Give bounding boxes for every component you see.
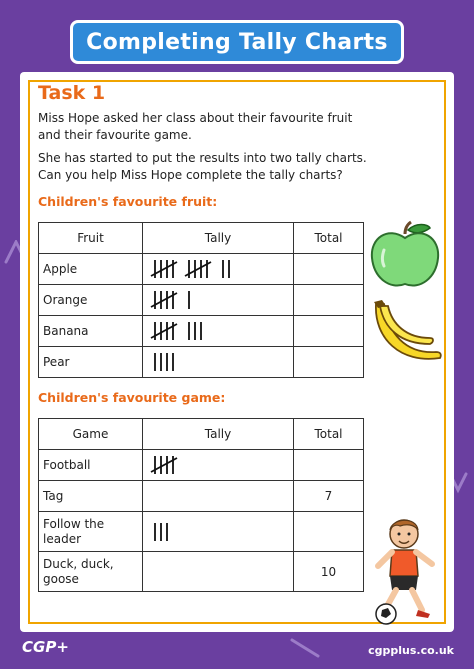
fruit-heading: Children's favourite fruit:	[38, 194, 218, 209]
decorative-squiggle	[290, 636, 320, 660]
apple-icon	[368, 220, 442, 290]
column-header: Game	[39, 419, 143, 450]
table-row	[39, 254, 364, 285]
tally-marks	[143, 450, 294, 481]
row-label: Banana	[39, 316, 143, 347]
tally-marks[interactable]	[143, 552, 294, 592]
column-header: Fruit	[39, 223, 143, 254]
worksheet-card	[20, 72, 454, 632]
table-header-row	[39, 223, 364, 254]
tally-svg	[143, 319, 283, 343]
column-header: Tally	[143, 223, 294, 254]
table-row	[39, 347, 364, 378]
game-heading: Children's favourite game:	[38, 390, 226, 405]
row-label: Orange	[39, 285, 143, 316]
game-tally-table	[38, 418, 364, 592]
total-cell: 7	[294, 481, 364, 512]
intro-text-1: Miss Hope asked her class about their favourite fruit and their favourite game.	[38, 111, 353, 142]
total-cell[interactable]	[294, 316, 364, 347]
tally-marks[interactable]	[143, 481, 294, 512]
column-header: Total	[294, 223, 364, 254]
tally-svg	[143, 520, 283, 544]
table-row	[39, 285, 364, 316]
task-heading: Task 1	[38, 82, 106, 104]
tally-marks	[143, 347, 294, 378]
tally-marks	[143, 316, 294, 347]
row-label: Pear	[39, 347, 143, 378]
tally-marks	[143, 512, 294, 552]
boy-football-icon	[370, 512, 442, 628]
total-cell[interactable]	[294, 285, 364, 316]
total-cell[interactable]	[294, 347, 364, 378]
row-label: Duck, duck, goose	[39, 552, 143, 592]
row-label: Apple	[39, 254, 143, 285]
total-cell: 10	[294, 552, 364, 592]
row-label: Tag	[39, 481, 143, 512]
table-row	[39, 316, 364, 347]
tally-svg	[143, 257, 283, 281]
table-row	[39, 450, 364, 481]
table-row	[39, 481, 364, 512]
tally-svg	[143, 350, 283, 374]
intro-text-2: She has started to put the results into two tally charts. Can you help Miss Hope complete the tally charts?	[38, 151, 367, 182]
page-title: Completing Tally Charts	[86, 29, 388, 55]
tally-svg	[143, 453, 283, 477]
tally-marks	[143, 285, 294, 316]
tally-marks	[143, 254, 294, 285]
fruit-tally-table	[38, 222, 364, 378]
row-label: Football	[39, 450, 143, 481]
table-header-row	[39, 419, 364, 450]
tally-svg	[143, 288, 283, 312]
row-label: Follow the leader	[39, 512, 143, 552]
total-cell[interactable]	[294, 450, 364, 481]
title-banner	[70, 20, 404, 64]
total-cell[interactable]	[294, 254, 364, 285]
footer-url[interactable]: cgpplus.co.uk	[368, 644, 454, 657]
banana-icon	[370, 298, 446, 368]
table-row	[39, 512, 364, 552]
column-header: Tally	[143, 419, 294, 450]
cgp-logo: CGP+	[22, 638, 69, 656]
total-cell[interactable]	[294, 512, 364, 552]
table-row	[39, 552, 364, 592]
column-header: Total	[294, 419, 364, 450]
